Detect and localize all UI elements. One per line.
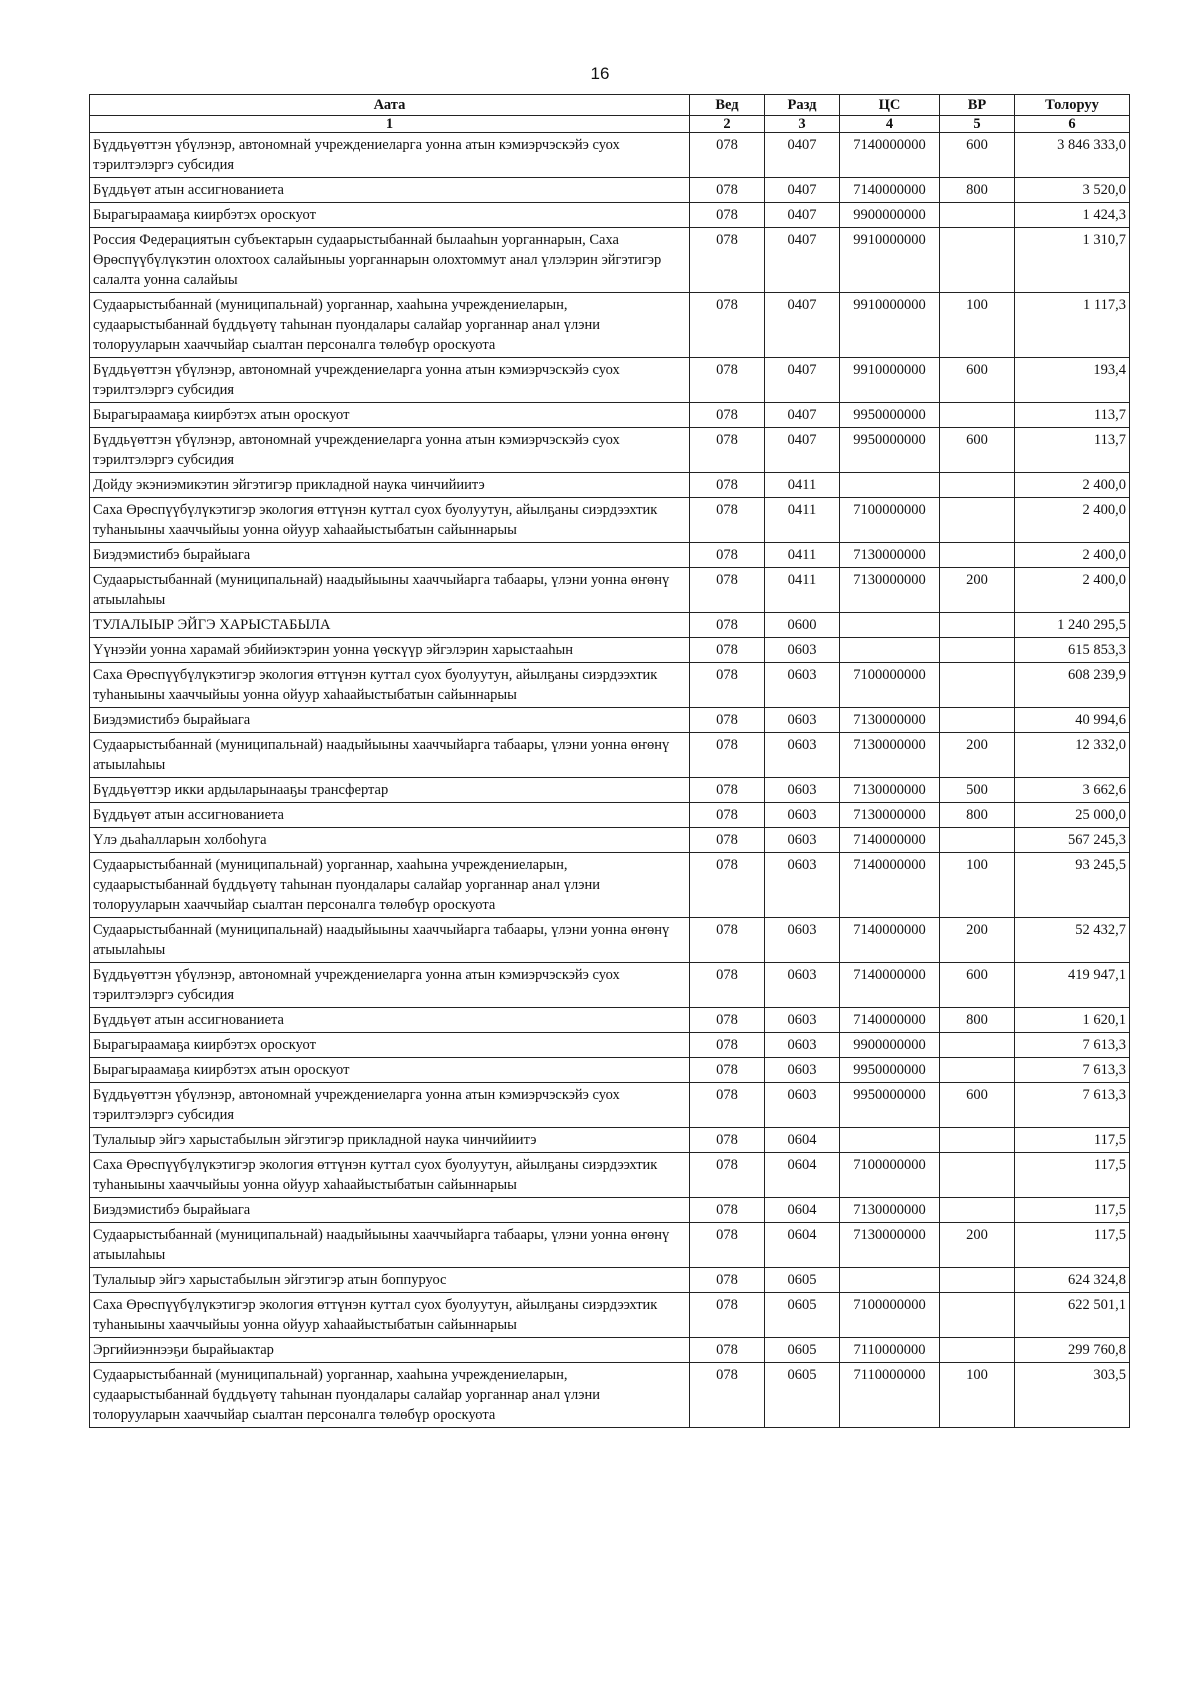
- table-row: [90, 1153, 1130, 1198]
- row-razd: 0603: [765, 853, 840, 918]
- row-razd: 0407: [765, 293, 840, 358]
- row-ved: 078: [690, 1223, 765, 1268]
- table-row: [90, 733, 1130, 778]
- row-cs: [840, 1128, 940, 1153]
- row-amount: 117,5: [1015, 1198, 1130, 1223]
- row-name: Бырагыраамаҕа киирбэтэх атын ороскуот: [90, 1058, 690, 1083]
- row-ved: 078: [690, 1363, 765, 1428]
- row-vr: [940, 1293, 1015, 1338]
- table-row: [90, 403, 1130, 428]
- row-vr: 100: [940, 853, 1015, 918]
- row-razd: 0407: [765, 133, 840, 178]
- row-ved: 078: [690, 1008, 765, 1033]
- row-cs: 7130000000: [840, 778, 940, 803]
- row-razd: 0411: [765, 543, 840, 568]
- row-cs: 7140000000: [840, 1008, 940, 1033]
- row-name: Бүддьүөт атын ассигнованиета: [90, 803, 690, 828]
- row-vr: 200: [940, 568, 1015, 613]
- row-cs: 9950000000: [840, 1058, 940, 1083]
- row-name: Россия Федерациятын субъектарын судаарыстыбаннай былааһын уорганнарын, Саха Өрөспүүбүлүкэтин олохтоох салайыныы уорганнарын олохтоммут анал үлэлэрин эйгэтигэр салалта уонна салайыы: [90, 228, 690, 293]
- row-ved: 078: [690, 358, 765, 403]
- row-vr: 200: [940, 1223, 1015, 1268]
- table-row: [90, 638, 1130, 663]
- row-amount: 2 400,0: [1015, 473, 1130, 498]
- column-number: 6: [1015, 116, 1130, 133]
- row-amount: 113,7: [1015, 403, 1130, 428]
- row-cs: 7140000000: [840, 853, 940, 918]
- row-amount: 1 424,3: [1015, 203, 1130, 228]
- row-cs: 9950000000: [840, 403, 940, 428]
- table-row: [90, 663, 1130, 708]
- column-number: 2: [690, 116, 765, 133]
- row-razd: 0603: [765, 733, 840, 778]
- row-ved: 078: [690, 498, 765, 543]
- row-ved: 078: [690, 1268, 765, 1293]
- row-razd: 0407: [765, 358, 840, 403]
- table-row: [90, 803, 1130, 828]
- row-vr: [940, 828, 1015, 853]
- row-vr: [940, 613, 1015, 638]
- table-row: [90, 178, 1130, 203]
- row-cs: 9950000000: [840, 1083, 940, 1128]
- row-name: Бүддьүөттэн үбүлэнэр, автономнай учреждениеларга уонна атын кэмиэрчэскэйэ суох тэрилтэлэргэ субсидия: [90, 428, 690, 473]
- row-razd: 0603: [765, 918, 840, 963]
- row-cs: 7130000000: [840, 708, 940, 733]
- row-name: Судаарыстыбаннай (муниципальнай) наадыйыыны хааччыйарга табаары, үлэни уонна өҥөнү атыылаһыы: [90, 733, 690, 778]
- row-amount: 608 239,9: [1015, 663, 1130, 708]
- row-amount: 7 613,3: [1015, 1083, 1130, 1128]
- header-vr: ВР: [940, 95, 1015, 116]
- row-vr: 500: [940, 778, 1015, 803]
- row-amount: 117,5: [1015, 1128, 1130, 1153]
- row-ved: 078: [690, 293, 765, 358]
- row-name: Саха Өрөспүүбүлүкэтигэр экология өттүнэн куттал суох буолуутун, айылҕаны сиэрдээхтик туһаныыны хааччыйыы уонна ойуур хаһаайыстыбатын сайыннарыы: [90, 663, 690, 708]
- row-amount: 2 400,0: [1015, 568, 1130, 613]
- row-vr: 800: [940, 1008, 1015, 1033]
- row-ved: 078: [690, 1128, 765, 1153]
- row-cs: 7100000000: [840, 1293, 940, 1338]
- row-cs: 9900000000: [840, 203, 940, 228]
- row-razd: 0411: [765, 498, 840, 543]
- row-razd: 0605: [765, 1268, 840, 1293]
- row-name: Бүддьүөт атын ассигнованиета: [90, 178, 690, 203]
- row-cs: 9910000000: [840, 293, 940, 358]
- row-razd: 0411: [765, 568, 840, 613]
- row-ved: 078: [690, 1293, 765, 1338]
- row-razd: 0603: [765, 663, 840, 708]
- row-cs: 7110000000: [840, 1338, 940, 1363]
- row-name: Судаарыстыбаннай (муниципальнай) наадыйыыны хааччыйарга табаары, үлэни уонна өҥөнү атыылаһыы: [90, 1223, 690, 1268]
- row-amount: 117,5: [1015, 1153, 1130, 1198]
- row-ved: 078: [690, 543, 765, 568]
- row-ved: 078: [690, 178, 765, 203]
- row-amount: 193,4: [1015, 358, 1130, 403]
- row-amount: 2 400,0: [1015, 543, 1130, 568]
- row-razd: 0407: [765, 203, 840, 228]
- column-number: 5: [940, 116, 1015, 133]
- row-cs: 7140000000: [840, 828, 940, 853]
- row-cs: 7140000000: [840, 918, 940, 963]
- row-amount: 25 000,0: [1015, 803, 1130, 828]
- table-row: [90, 963, 1130, 1008]
- row-vr: 600: [940, 133, 1015, 178]
- table-row: [90, 568, 1130, 613]
- row-amount: 1 310,7: [1015, 228, 1130, 293]
- row-amount: 40 994,6: [1015, 708, 1130, 733]
- table-row: [90, 473, 1130, 498]
- row-razd: 0411: [765, 473, 840, 498]
- row-vr: 600: [940, 358, 1015, 403]
- row-razd: 0603: [765, 803, 840, 828]
- row-name: Судаарыстыбаннай (муниципальнай) наадыйыыны хааччыйарга табаары, үлэни уонна өҥөнү атыылаһыы: [90, 568, 690, 613]
- table-row: [90, 543, 1130, 568]
- row-ved: 078: [690, 228, 765, 293]
- row-razd: 0407: [765, 178, 840, 203]
- row-ved: 078: [690, 428, 765, 473]
- row-vr: [940, 228, 1015, 293]
- row-name: Бырагыраамаҕа киирбэтэх атын ороскуот: [90, 403, 690, 428]
- row-razd: 0603: [765, 638, 840, 663]
- table-row: [90, 1058, 1130, 1083]
- column-number: 4: [840, 116, 940, 133]
- row-ved: 078: [690, 1033, 765, 1058]
- row-vr: [940, 1153, 1015, 1198]
- header-name: Аата: [90, 95, 690, 116]
- table-row: [90, 1083, 1130, 1128]
- row-name: Эргийиэннээҕи бырайыактар: [90, 1338, 690, 1363]
- row-vr: 100: [940, 1363, 1015, 1428]
- table-row: [90, 228, 1130, 293]
- table-row: [90, 1128, 1130, 1153]
- row-amount: 615 853,3: [1015, 638, 1130, 663]
- row-cs: 7130000000: [840, 1223, 940, 1268]
- row-vr: [940, 663, 1015, 708]
- row-cs: 7130000000: [840, 568, 940, 613]
- table-row: [90, 1268, 1130, 1293]
- row-name: Бүддьүөттэн үбүлэнэр, автономнай учреждениеларга уонна атын кэмиэрчэскэйэ суох тэрилтэлэргэ субсидия: [90, 133, 690, 178]
- row-amount: 299 760,8: [1015, 1338, 1130, 1363]
- row-razd: 0600: [765, 613, 840, 638]
- row-cs: 7130000000: [840, 803, 940, 828]
- table-row: [90, 708, 1130, 733]
- row-amount: 117,5: [1015, 1223, 1130, 1268]
- row-cs: 7130000000: [840, 543, 940, 568]
- row-ved: 078: [690, 203, 765, 228]
- row-vr: 100: [940, 293, 1015, 358]
- row-cs: 9950000000: [840, 428, 940, 473]
- row-amount: 1 240 295,5: [1015, 613, 1130, 638]
- table-row: [90, 498, 1130, 543]
- row-cs: 7140000000: [840, 963, 940, 1008]
- row-name: Дойду экэниэмикэтин эйгэтигэр прикладной наука чинчийиитэ: [90, 473, 690, 498]
- row-name: Бүддьүөт атын ассигнованиета: [90, 1008, 690, 1033]
- row-ved: 078: [690, 403, 765, 428]
- column-number: 3: [765, 116, 840, 133]
- row-cs: 7100000000: [840, 1153, 940, 1198]
- row-ved: 078: [690, 963, 765, 1008]
- row-cs: 9910000000: [840, 358, 940, 403]
- row-vr: [940, 1198, 1015, 1223]
- header-row: [90, 95, 1130, 116]
- row-name: Бырагыраамаҕа киирбэтэх ороскуот: [90, 203, 690, 228]
- row-vr: [940, 638, 1015, 663]
- header-razd: Разд: [765, 95, 840, 116]
- row-amount: 7 613,3: [1015, 1058, 1130, 1083]
- page-number: 16: [590, 64, 610, 83]
- row-cs: [840, 1268, 940, 1293]
- row-razd: 0603: [765, 778, 840, 803]
- table-row: [90, 613, 1130, 638]
- row-vr: [940, 1268, 1015, 1293]
- row-cs: 7140000000: [840, 133, 940, 178]
- row-cs: 9900000000: [840, 1033, 940, 1058]
- row-razd: 0603: [765, 708, 840, 733]
- row-razd: 0407: [765, 428, 840, 473]
- row-razd: 0603: [765, 1058, 840, 1083]
- row-razd: 0604: [765, 1153, 840, 1198]
- row-razd: 0604: [765, 1128, 840, 1153]
- row-name: Бырагыраамаҕа киирбэтэх ороскуот: [90, 1033, 690, 1058]
- table-row: [90, 853, 1130, 918]
- row-name: Бүддьүөттэн үбүлэнэр, автономнай учреждениеларга уонна атын кэмиэрчэскэйэ суох тэрилтэлэргэ субсидия: [90, 1083, 690, 1128]
- table-row: [90, 1293, 1130, 1338]
- table-row: [90, 203, 1130, 228]
- column-number-row: [90, 116, 1130, 133]
- row-ved: 078: [690, 473, 765, 498]
- row-name: Судаарыстыбаннай (муниципальнай) уорганнар, хааһына учреждениеларын, судаарыстыбаннай бүддьүөтү таһынан пуондалары салайар уорганнар анал үлэни толорууларын хааччыйар сыалтан персоналга төлөбүр ороскуота: [90, 1363, 690, 1428]
- row-cs: 9910000000: [840, 228, 940, 293]
- table-row: [90, 1198, 1130, 1223]
- row-amount: 3 662,6: [1015, 778, 1130, 803]
- row-amount: 622 501,1: [1015, 1293, 1130, 1338]
- row-ved: 078: [690, 568, 765, 613]
- row-vr: [940, 403, 1015, 428]
- row-ved: 078: [690, 1058, 765, 1083]
- row-vr: 600: [940, 428, 1015, 473]
- row-ved: 078: [690, 1338, 765, 1363]
- row-name: Бүддьүөттэн үбүлэнэр, автономнай учреждениеларга уонна атын кэмиэрчэскэйэ суох тэрилтэлэргэ субсидия: [90, 963, 690, 1008]
- row-ved: 078: [690, 613, 765, 638]
- row-cs: [840, 638, 940, 663]
- table-row: [90, 1223, 1130, 1268]
- row-name: Судаарыстыбаннай (муниципальнай) наадыйыыны хааччыйарга табаары, үлэни уонна өҥөнү атыылаһыы: [90, 918, 690, 963]
- budget-table: [89, 94, 1130, 1428]
- table-row: [90, 1033, 1130, 1058]
- row-vr: [940, 498, 1015, 543]
- row-vr: [940, 473, 1015, 498]
- row-amount: 567 245,3: [1015, 828, 1130, 853]
- row-ved: 078: [690, 918, 765, 963]
- table-row: [90, 133, 1130, 178]
- row-razd: 0603: [765, 1083, 840, 1128]
- row-ved: 078: [690, 708, 765, 733]
- row-razd: 0407: [765, 228, 840, 293]
- row-name: Биэдэмистибэ бырайыага: [90, 708, 690, 733]
- row-name: Биэдэмистибэ бырайыага: [90, 1198, 690, 1223]
- row-cs: [840, 473, 940, 498]
- row-ved: 078: [690, 828, 765, 853]
- row-amount: 3 520,0: [1015, 178, 1130, 203]
- row-cs: [840, 613, 940, 638]
- row-amount: 419 947,1: [1015, 963, 1130, 1008]
- row-vr: 800: [940, 803, 1015, 828]
- row-razd: 0605: [765, 1338, 840, 1363]
- row-vr: 200: [940, 918, 1015, 963]
- row-vr: 200: [940, 733, 1015, 778]
- row-ved: 078: [690, 133, 765, 178]
- row-amount: 2 400,0: [1015, 498, 1130, 543]
- row-amount: 12 332,0: [1015, 733, 1130, 778]
- row-razd: 0603: [765, 828, 840, 853]
- row-ved: 078: [690, 1083, 765, 1128]
- row-vr: [940, 1058, 1015, 1083]
- row-name: Саха Өрөспүүбүлүкэтигэр экология өттүнэн куттал суох буолуутун, айылҕаны сиэрдээхтик туһаныыны хааччыйыы уонна ойуур хаһаайыстыбатын сайыннарыы: [90, 498, 690, 543]
- row-name: Үлэ дьаһалларын холбоһуга: [90, 828, 690, 853]
- row-vr: 800: [940, 178, 1015, 203]
- table-row: [90, 828, 1130, 853]
- row-razd: 0603: [765, 1008, 840, 1033]
- row-amount: 1 620,1: [1015, 1008, 1130, 1033]
- row-ved: 078: [690, 638, 765, 663]
- table-row: [90, 358, 1130, 403]
- header-amount: Толоруу: [1015, 95, 1130, 116]
- table-row: [90, 1008, 1130, 1033]
- row-razd: 0604: [765, 1223, 840, 1268]
- row-cs: 7110000000: [840, 1363, 940, 1428]
- row-name: Судаарыстыбаннай (муниципальнай) уорганнар, хааһына учреждениеларын, судаарыстыбаннай бүддьүөтү таһынан пуондалары салайар уорганнар анал үлэни толорууларын хааччыйар сыалтан персоналга төлөбүр ороскуота: [90, 293, 690, 358]
- row-vr: [940, 1338, 1015, 1363]
- table-body: [90, 133, 1130, 1428]
- column-number: 1: [90, 116, 690, 133]
- row-vr: 600: [940, 963, 1015, 1008]
- header-cs: ЦС: [840, 95, 940, 116]
- table-row: [90, 293, 1130, 358]
- row-cs: 7100000000: [840, 663, 940, 708]
- row-razd: 0603: [765, 1033, 840, 1058]
- row-vr: [940, 708, 1015, 733]
- row-vr: [940, 1033, 1015, 1058]
- row-ved: 078: [690, 778, 765, 803]
- table-row: [90, 918, 1130, 963]
- row-vr: [940, 203, 1015, 228]
- row-name: Үүнээйи уонна харамай эбийиэктэрин уонна үөскүүр эйгэлэрин харыстааһын: [90, 638, 690, 663]
- row-name: ТУЛАЛЫЫР ЭЙГЭ ХАРЫСТАБЫЛА: [90, 613, 690, 638]
- row-razd: 0605: [765, 1293, 840, 1338]
- row-vr: [940, 543, 1015, 568]
- row-ved: 078: [690, 733, 765, 778]
- row-amount: 52 432,7: [1015, 918, 1130, 963]
- row-vr: 600: [940, 1083, 1015, 1128]
- row-amount: 3 846 333,0: [1015, 133, 1130, 178]
- header-ved: Вед: [690, 95, 765, 116]
- row-amount: 7 613,3: [1015, 1033, 1130, 1058]
- row-name: Бүддьүөттэр икки ардыларынааҕы трансфертар: [90, 778, 690, 803]
- row-vr: [940, 1128, 1015, 1153]
- row-amount: 113,7: [1015, 428, 1130, 473]
- row-name: Биэдэмистибэ бырайыага: [90, 543, 690, 568]
- row-razd: 0604: [765, 1198, 840, 1223]
- row-amount: 624 324,8: [1015, 1268, 1130, 1293]
- table-row: [90, 428, 1130, 473]
- row-razd: 0605: [765, 1363, 840, 1428]
- row-ved: 078: [690, 1198, 765, 1223]
- row-name: Судаарыстыбаннай (муниципальнай) уорганнар, хааһына учреждениеларын, судаарыстыбаннай бүддьүөтү таһынан пуондалары салайар уорганнар анал үлэни толорууларын хааччыйар сыалтан персоналга төлөбүр ороскуота: [90, 853, 690, 918]
- row-ved: 078: [690, 803, 765, 828]
- row-cs: 7140000000: [840, 178, 940, 203]
- row-amount: 303,5: [1015, 1363, 1130, 1428]
- row-name: Бүддьүөттэн үбүлэнэр, автономнай учреждениеларга уонна атын кэмиэрчэскэйэ суох тэрилтэлэргэ субсидия: [90, 358, 690, 403]
- row-name: Тулалыыр эйгэ харыстабылын эйгэтигэр прикладной наука чинчийиитэ: [90, 1128, 690, 1153]
- row-name: Саха Өрөспүүбүлүкэтигэр экология өттүнэн куттал суох буолуутун, айылҕаны сиэрдээхтик туһаныыны хааччыйыы уонна ойуур хаһаайыстыбатын сайыннарыы: [90, 1293, 690, 1338]
- table-row: [90, 778, 1130, 803]
- row-name: Саха Өрөспүүбүлүкэтигэр экология өттүнэн куттал суох буолуутун, айылҕаны сиэрдээхтик туһаныыны хааччыйыы уонна ойуур хаһаайыстыбатын сайыннарыы: [90, 1153, 690, 1198]
- row-razd: 0407: [765, 403, 840, 428]
- table-row: [90, 1363, 1130, 1428]
- row-ved: 078: [690, 1153, 765, 1198]
- row-ved: 078: [690, 853, 765, 918]
- row-name: Тулалыыр эйгэ харыстабылын эйгэтигэр атын боппуруос: [90, 1268, 690, 1293]
- row-cs: 7130000000: [840, 1198, 940, 1223]
- row-razd: 0603: [765, 963, 840, 1008]
- row-amount: 93 245,5: [1015, 853, 1130, 918]
- row-cs: 7100000000: [840, 498, 940, 543]
- row-cs: 7130000000: [840, 733, 940, 778]
- row-amount: 1 117,3: [1015, 293, 1130, 358]
- row-ved: 078: [690, 663, 765, 708]
- table-row: [90, 1338, 1130, 1363]
